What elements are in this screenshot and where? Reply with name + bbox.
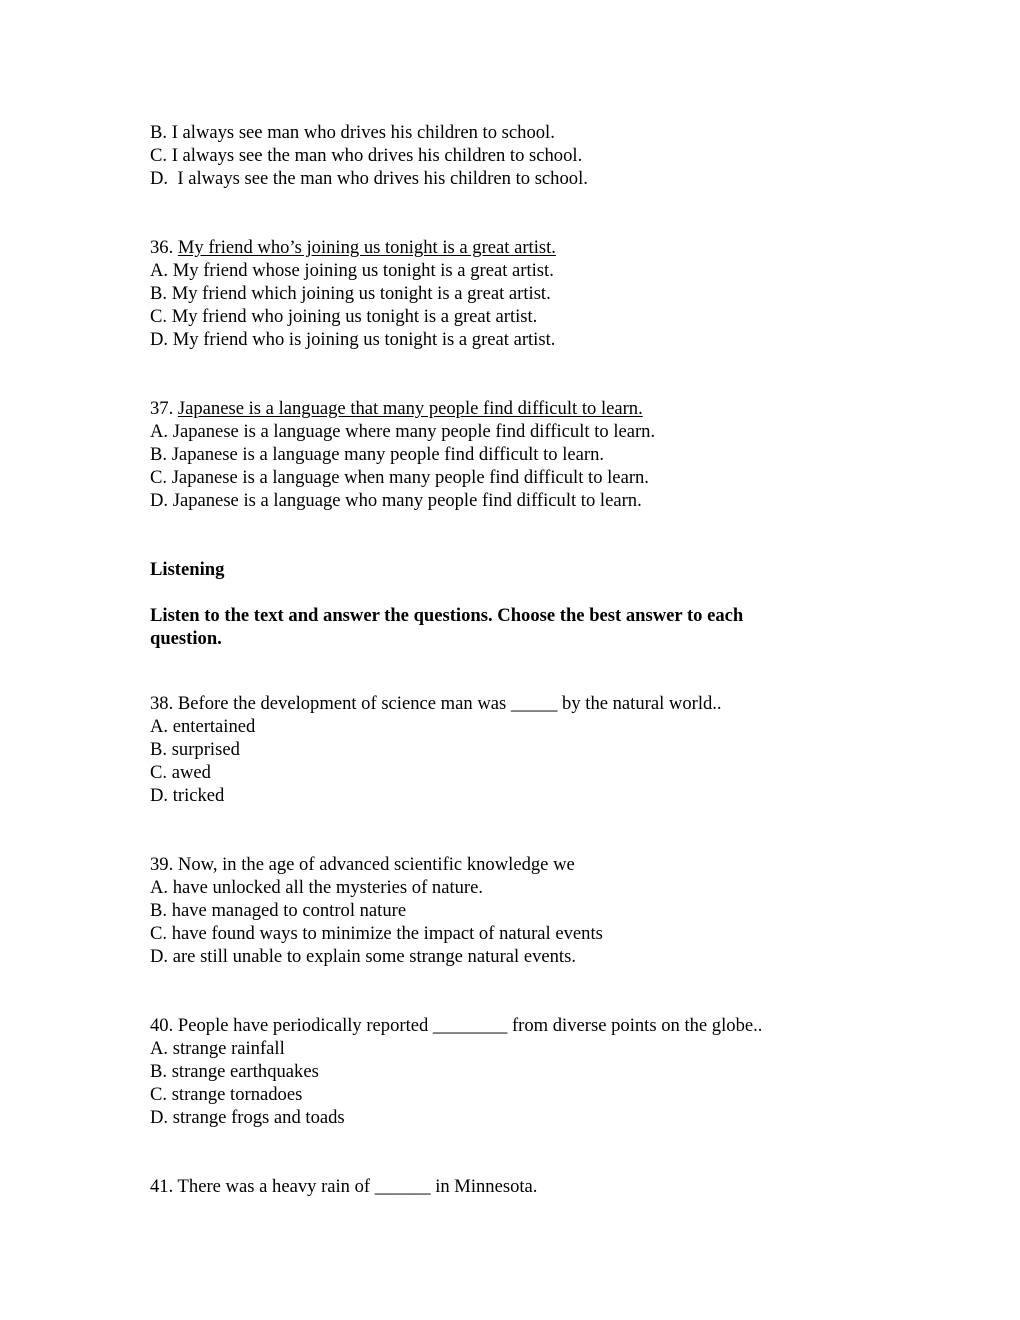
listening-instruction-line2: question.	[150, 628, 222, 649]
q35-option-c: C. I always see the man who drives his children to school.	[150, 145, 583, 166]
q35-option-b: B. I always see man who drives his children to school.	[150, 122, 555, 143]
listening-instruction-line1: Listen to the text and answer the questions. Choose the best answer to each	[150, 605, 744, 626]
q39-option-c: C. have found ways to minimize the impact of natural events	[150, 923, 603, 944]
q37-prompt	[150, 397, 643, 420]
q39-option-b: B. have managed to control nature	[150, 900, 407, 921]
q40-option-b: B. strange earthquakes	[150, 1061, 319, 1082]
q39-prompt: 39. Now, in the age of advanced scientific knowledge we	[150, 854, 575, 875]
q38-option-a: A. entertained	[150, 716, 256, 737]
q36-option-a: A. My friend whose joining us tonight is a great artist.	[150, 260, 554, 281]
q35-option-d: D. I always see the man who drives his children to school.	[150, 168, 588, 189]
q39-option-d: D. are still unable to explain some strange natural events.	[150, 946, 576, 967]
q38-option-c: C. awed	[150, 762, 211, 783]
q37-number: 37.	[150, 398, 178, 419]
q38-prompt: 38. Before the development of science man was _____ by the natural world..	[150, 693, 722, 714]
q36-number: 36.	[150, 237, 178, 258]
q41-prompt: 41. There was a heavy rain of ______ in Minnesota.	[150, 1176, 538, 1197]
q37-option-a: A. Japanese is a language where many people find difficult to learn.	[150, 421, 656, 442]
q38-option-d: D. tricked	[150, 785, 225, 806]
q40-option-a: A. strange rainfall	[150, 1038, 285, 1059]
q36-prompt	[150, 236, 556, 259]
q36-option-d: D. My friend who is joining us tonight is a great artist.	[150, 329, 556, 350]
listening-heading: Listening	[150, 559, 225, 580]
q37-option-d: D. Japanese is a language who many people find difficult to learn.	[150, 490, 642, 511]
q37-option-b: B. Japanese is a language many people find difficult to learn.	[150, 444, 605, 465]
q36-option-c: C. My friend who joining us tonight is a great artist.	[150, 306, 538, 327]
q37-underlined-sentence: Japanese is a language that many people find difficult to learn.	[177, 398, 643, 419]
q38-option-b: B. surprised	[150, 739, 240, 760]
q36-option-b: B. My friend which joining us tonight is a great artist.	[150, 283, 551, 304]
q40-option-d: D. strange frogs and toads	[150, 1107, 345, 1128]
q39-option-a: A. have unlocked all the mysteries of nature.	[150, 877, 484, 898]
q36-underlined-sentence: My friend who’s joining us tonight is a great artist.	[177, 237, 556, 258]
q37-option-c: C. Japanese is a language when many people find difficult to learn.	[150, 467, 649, 488]
q40-prompt: 40. People have periodically reported ________ from diverse points on the globe..	[150, 1015, 763, 1036]
q40-option-c: C. strange tornadoes	[150, 1084, 303, 1105]
